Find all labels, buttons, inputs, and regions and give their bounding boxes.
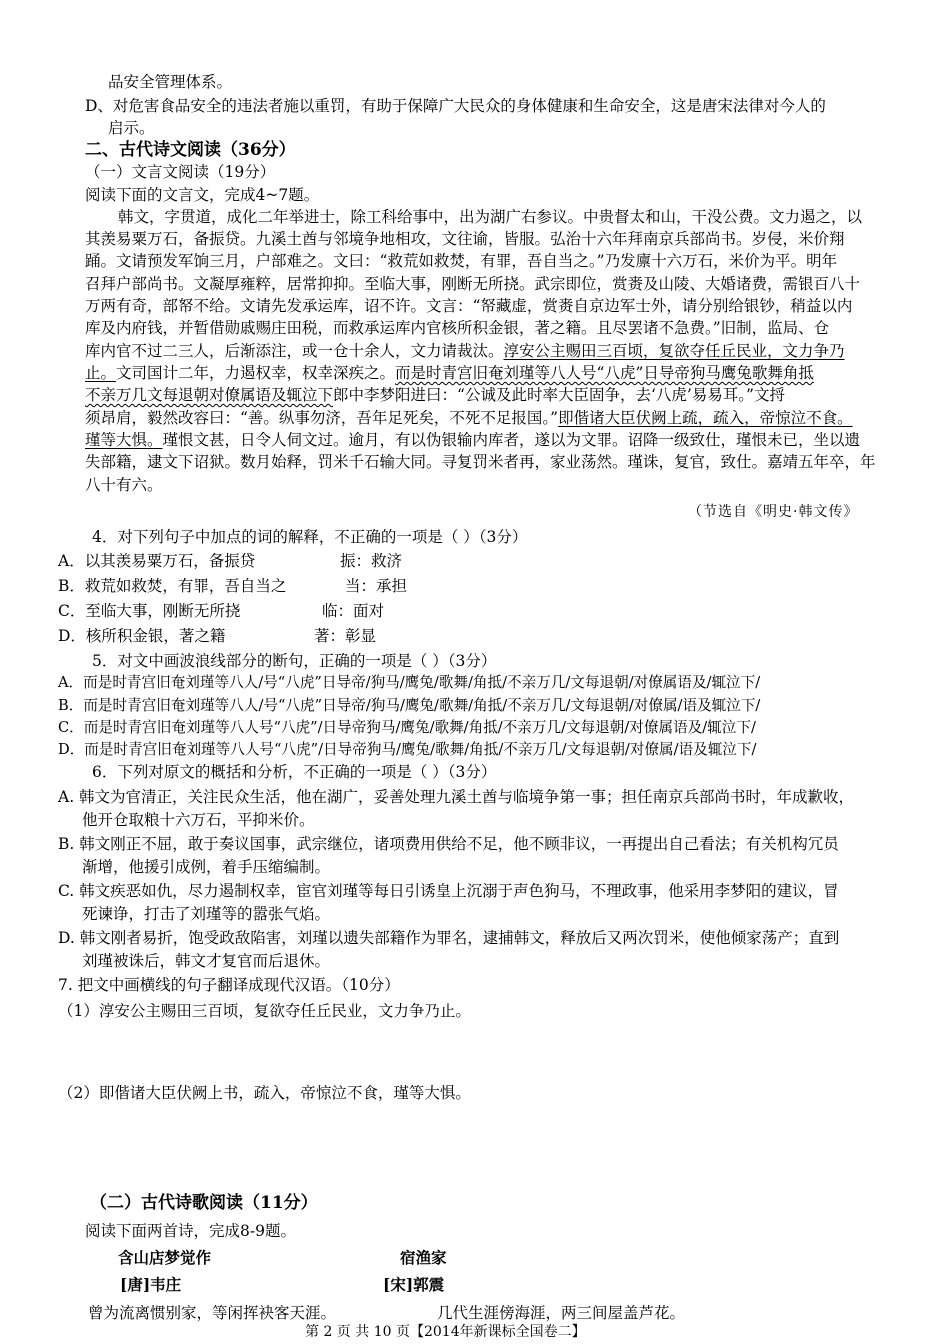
q6-option-d: D. 韩文刚者易折，饱受政敌陷害，刘瑾以遗失部籍作为罪名，逮捕韩文，释放后又两次罚米，使他倾家荡产；直到 <box>58 929 840 947</box>
passage-line <box>85 385 785 405</box>
passage-line: 韩文，字贯道，成化二年举进士，除工科给事中，出为湖广右参议。中贵督太和山，干没公费。文力遏之，以 <box>118 208 863 226</box>
subsection-title: （一）文言文阅读（19分） <box>85 163 276 181</box>
q5-option-c: C．而是时青宫旧奄刘瑾等八人号“八虎”/日导帝狗马/鹰兔/歌舞/角抵/不亲万几/文每退朝/对僚属语及/辄泣下/ <box>58 719 756 736</box>
q4-option-c: C．至临大事，刚断无所挠 <box>58 602 241 620</box>
underlined-sentence-1-end: 止。 <box>85 364 117 382</box>
poetry-instruction: 阅读下面两首诗，完成8-9题。 <box>85 1222 296 1240</box>
q5-option-d: D．而是时青宫旧奄刘瑾等八人号“八虎”/日导帝狗马/鹰兔/歌舞/角抵/不亲万几/文每退朝/对僚属/语及辄泣下/ <box>58 741 757 758</box>
q4-option-d-explanation: 著：彰显 <box>314 627 377 645</box>
passage-line: 万两有奇，部帑不给。文请先发承运库，诏不许。文言：“帑藏虚，赏赉自京边军士外，请分别给银钞，稍益以内 <box>85 297 853 315</box>
poem-1-line: 曾为流离惯别家，等闲挥袂客天涯。 <box>88 1304 337 1322</box>
poetry-section-title: （二）古代诗歌阅读（11分） <box>90 1193 318 1213</box>
underlined-sentence-2: 即偕诸大臣伏阙上疏，疏入，帝惊泣不食。 <box>558 409 853 427</box>
poem-2-title: 宿渔家 <box>400 1248 447 1267</box>
question-6-stem: 6．下列对原文的概括和分析，不正确的一项是（ ）（3分） <box>92 763 497 781</box>
passage-line: 八十有六。 <box>85 476 163 494</box>
q5-option-b: B．而是时青宫旧奄刘瑾等八人/号“八虎”日导帝/狗马/鹰兔/歌舞/角抵/不亲万几/文每退朝/对僚属/语及辄泣下/ <box>58 697 761 714</box>
q5-option-a: A．而是时青宫旧奄刘瑾等八人/号“八虎”日导帝/狗马/鹰兔/歌舞/角抵/不亲万几/文每退朝/对僚属语及/辄泣下/ <box>58 674 761 691</box>
underlined-sentence-1: 淳安公主赐田三百顷，复欲夺任丘民业，文力争乃 <box>503 342 845 360</box>
q6-option-c-cont: 死谏诤，打击了刘瑾等的嚣张气焰。 <box>82 905 331 923</box>
passage-segment: 库内官不过二三人，后渐添注，或一仓十余人，文力请裁汰。 <box>85 342 504 360</box>
wavy-segment: 而是时青宫旧奄刘瑾等八人号“八虎”日导帝狗马鹰兔歌舞角抵 <box>395 364 814 382</box>
passage-line: 库及内府钱，并暂借勋戚赐庄田税，而救承运库内官核所积金银，著之籍。且尽罢诸不急费。”旧制，监局、仓 <box>85 319 830 337</box>
poem-2-author: [宋]郭震 <box>383 1275 445 1294</box>
question-4-stem: 4．对下列句子中加点的词的解释，不正确的一项是（ ）（3分） <box>92 528 528 546</box>
q4-option-b: B．救荒如救焚，有罪，吾自当之 <box>58 577 287 595</box>
poem-2-line: 几代生涯傍海涯，两三间屋盖芦花。 <box>437 1304 686 1322</box>
passage-line: 其羡易粟万石，备振贷。九溪土酋与邻境争地相攻，文往谕，皆服。弘治十六年拜南京兵部尚书。岁侵，米价翔 <box>85 230 845 248</box>
passage-line: 失部籍，逮文下诏狱。数月始释，罚米千石输大同。寻复罚米者再，家业荡然。瑾诛，复官，致仕。嘉靖五年卒，年 <box>85 453 876 471</box>
passage-segment: 文司国计二年，力遏权幸，权幸深疾之。 <box>116 364 396 382</box>
passage-line <box>85 341 845 361</box>
q4-option-d: D．核所积金银，著之籍 <box>58 627 226 645</box>
poem-1-author: [唐]韦庄 <box>120 1275 182 1294</box>
passage-line <box>85 408 853 428</box>
passage-line <box>85 430 860 450</box>
page-footer: 第 2 页 共 10 页【2014年新课标全国卷二】 <box>305 1324 586 1340</box>
q4-option-b-explanation: 当：承担 <box>345 577 408 595</box>
q4-option-a: A．以其羡易粟万石，备振贷 <box>58 552 256 570</box>
q6-option-a-cont: 他开仓取粮十六万石，平抑米价。 <box>82 811 315 829</box>
option-d-cont: 启示。 <box>108 119 155 137</box>
passage-source: （节选自《明史·韩文传》 <box>688 504 859 520</box>
passage-line: 踊。文请预发军饷三月，户部难之。文曰：“救荒如救焚，有罪，吾自当之。”乃发廪十六万石，米价为平。明年 <box>85 252 838 270</box>
poem-1-title: 含山店梦觉作 <box>118 1248 212 1267</box>
underlined-sentence-2-end: 瑾等大惧。 <box>85 431 163 449</box>
passage-line: 召拜户部尚书。文凝厚雍粹，居常抑抑。至临大事，刚断无所挠。武宗即位，赏赉及山陵、大婚诸费，需银百八十 <box>85 275 861 293</box>
q6-option-b: B. 韩文刚正不屈，敢于奏议国事，武宗继位，诸项费用供给不足，他不顾非议，一再提出自己看法；有关机构冗员 <box>58 835 839 853</box>
instruction: 阅读下面的文言文，完成4~7题。 <box>85 186 320 204</box>
q6-option-a: A. 韩文为官清正，关注民众生活，他在湖广，妥善处理九溪土酋与临境争第一事；担任南京兵部尚书时，年成歉收， <box>58 788 855 806</box>
q6-option-c: C. 韩文疾恶如仇，尽力遏制权幸，宦官刘瑾等每日引诱皇上沉溺于声色狗马，不理政事，他采用李梦阳的建议，冒 <box>58 882 839 900</box>
section-title: 二、古代诗文阅读（36分） <box>85 140 296 160</box>
wavy-segment-end: 不亲万几文每退朝对僚属语及辄泣下 <box>85 386 334 404</box>
q4-option-c-explanation: 临：面对 <box>322 602 385 620</box>
passage-segment: 瑾恨文甚，日令人伺文过。逾月，有以伪银输内库者，遂以为文罪。诏降一级致仕，瑾恨未已，坐以遗 <box>162 431 861 449</box>
q6-option-d-cont: 刘瑾被诛后，韩文才复官而后退休。 <box>82 952 331 970</box>
question-5-stem: 5．对文中画波浪线部分的断句，正确的一项是（ ）（3分） <box>92 652 497 670</box>
passage-segment: 郎中李梦阳进曰：“公诚及此时率大臣固争，去‘八虎’易易耳。”文捋 <box>333 386 785 404</box>
text-line: 品安全管理体系。 <box>108 73 233 91</box>
q6-option-b-cont: 渐增，他援引成例，着手压缩编制。 <box>82 858 331 876</box>
q7-sentence-1: （1）淳安公主赐田三百顷，复欲夺任丘民业，文力争乃止。 <box>58 1002 471 1020</box>
passage-line <box>85 363 814 383</box>
option-d: D、对危害食品安全的违法者施以重罚，有助于保障广大民众的身体健康和生命安全，这是唐宋法律对今人的 <box>85 97 826 115</box>
q7-sentence-2: （2）即偕诸大臣伏阙上书，疏入，帝惊泣不食，瑾等大惧。 <box>58 1084 471 1102</box>
question-7-stem: 7. 把文中画横线的句子翻译成现代汉语。（10分） <box>58 976 400 994</box>
q4-option-a-explanation: 振：救济 <box>340 552 403 570</box>
passage-segment: 须昂肩，毅然改容曰：“善。纵事勿济，吾年足死矣，不死不足报国。” <box>85 409 559 427</box>
